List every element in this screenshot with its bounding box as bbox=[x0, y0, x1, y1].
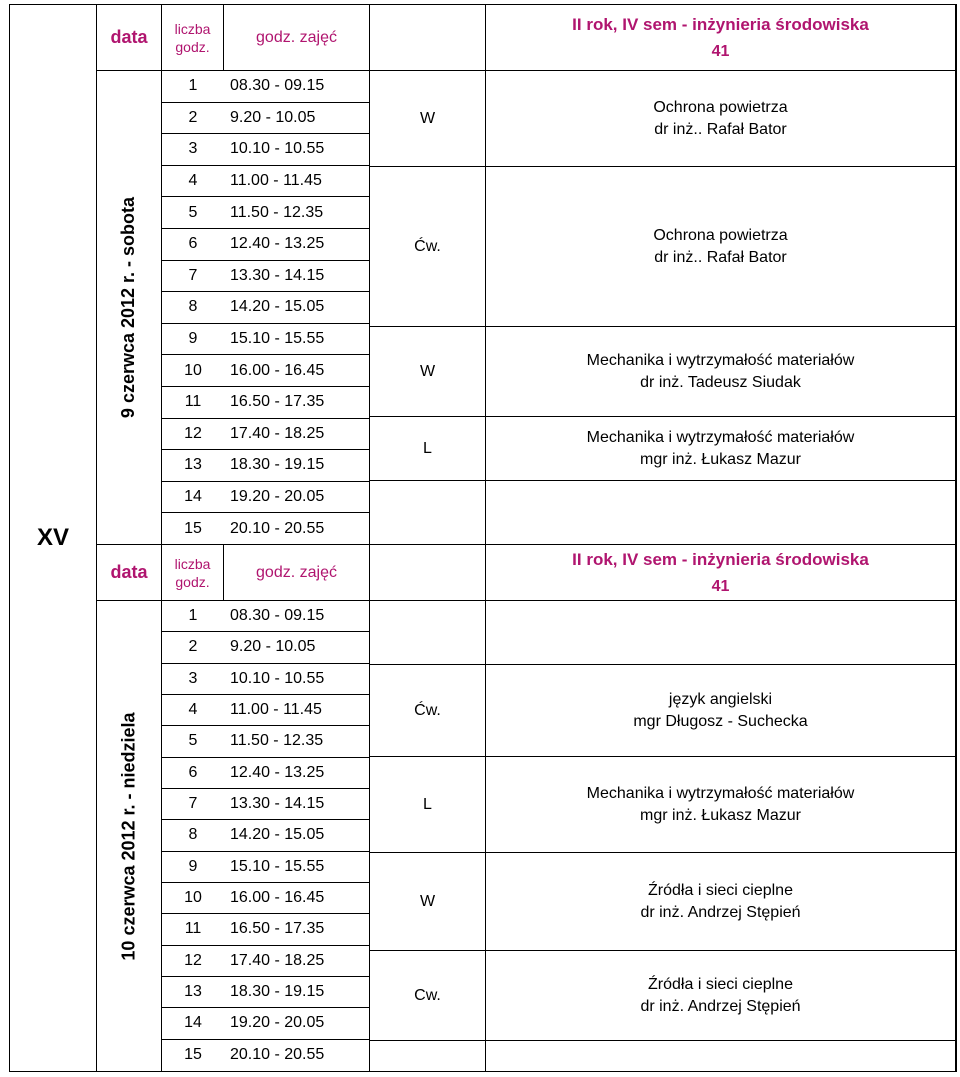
day-2-top-empty-class bbox=[486, 601, 956, 665]
day-2-date bbox=[97, 601, 162, 1071]
day-2-class-1-type: Ćw. bbox=[370, 665, 486, 757]
day-2-class-4-type: Cw. bbox=[370, 951, 486, 1041]
slot-number: 3 bbox=[162, 664, 224, 695]
slot-time: 10.10 - 10.55 bbox=[224, 664, 370, 695]
day-1-class-4-type: L bbox=[370, 417, 486, 481]
day-1-class-2 bbox=[486, 167, 956, 327]
slot-number: 8 bbox=[162, 820, 224, 851]
slot-time: 19.20 - 20.05 bbox=[224, 1008, 370, 1039]
slot-time: 08.30 - 09.15 bbox=[224, 601, 370, 632]
slot-number: 14 bbox=[162, 482, 224, 514]
slot-time: 10.10 - 10.55 bbox=[224, 134, 370, 166]
slot-time: 11.50 - 12.35 bbox=[224, 197, 370, 229]
slot-number: 10 bbox=[162, 355, 224, 387]
slot-time: 9.20 - 10.05 bbox=[224, 632, 370, 663]
header-count-label bbox=[162, 5, 224, 71]
slot-time: 14.20 - 15.05 bbox=[224, 292, 370, 324]
class-teacher: dr inż.. Rafał Bator bbox=[654, 248, 787, 266]
header-date-label-2: data bbox=[97, 545, 162, 601]
slot-number: 11 bbox=[162, 387, 224, 419]
slot-number: 5 bbox=[162, 197, 224, 229]
class-subject: Źródła i sieci cieplne bbox=[648, 881, 793, 899]
slot-number: 2 bbox=[162, 632, 224, 663]
slot-time: 11.00 - 11.45 bbox=[224, 695, 370, 726]
slot-time: 16.50 - 17.35 bbox=[224, 387, 370, 419]
slot-time: 20.10 - 20.55 bbox=[224, 1040, 370, 1071]
slot-time: 18.30 - 19.15 bbox=[224, 450, 370, 482]
slot-time: 16.50 - 17.35 bbox=[224, 914, 370, 945]
day-2-class-4 bbox=[486, 951, 956, 1041]
class-teacher: mgr Długosz - Suchecka bbox=[633, 712, 808, 730]
header-type-blank-2 bbox=[370, 545, 486, 601]
slot-time: 13.30 - 14.15 bbox=[224, 261, 370, 293]
slot-number: 14 bbox=[162, 1008, 224, 1039]
slot-time: 14.20 - 15.05 bbox=[224, 820, 370, 851]
slot-number: 9 bbox=[162, 852, 224, 883]
slot-number: 9 bbox=[162, 324, 224, 356]
day-1-class-3-type: W bbox=[370, 327, 486, 417]
slot-time: 13.30 - 14.15 bbox=[224, 789, 370, 820]
day-1-class-3 bbox=[486, 327, 956, 417]
header-count-line1: liczba bbox=[174, 555, 211, 572]
slot-time: 15.10 - 15.55 bbox=[224, 324, 370, 356]
header-hours-label-2: godz. zajęć bbox=[224, 545, 370, 601]
group-label: XV bbox=[10, 5, 97, 1071]
day-1-date bbox=[97, 71, 162, 545]
slot-number: 2 bbox=[162, 103, 224, 135]
day-2-date-text: 10 czerwca 2012 r. - niedziela bbox=[118, 711, 139, 961]
slot-number: 8 bbox=[162, 292, 224, 324]
slot-number: 7 bbox=[162, 261, 224, 293]
day-1-class-1 bbox=[486, 71, 956, 167]
class-teacher: dr inż.. Rafał Bator bbox=[654, 120, 787, 138]
slot-time: 20.10 - 20.55 bbox=[224, 513, 370, 545]
day-1-empty-class bbox=[486, 481, 956, 545]
header-count-line2: godz. bbox=[175, 38, 210, 55]
slot-time: 15.10 - 15.55 bbox=[224, 852, 370, 883]
day-1-class-1-type: W bbox=[370, 71, 486, 167]
class-teacher: mgr inż. Łukasz Mazur bbox=[640, 450, 801, 468]
day-2-top-empty-type bbox=[370, 601, 486, 665]
class-subject: Mechanika i wytrzymałość materiałów bbox=[586, 351, 855, 369]
slot-time: 16.00 - 16.45 bbox=[224, 883, 370, 914]
day-1-class-2-type: Ćw. bbox=[370, 167, 486, 327]
slot-number: 7 bbox=[162, 789, 224, 820]
header-hours-label: godz. zajęć bbox=[224, 5, 370, 71]
slot-number: 4 bbox=[162, 695, 224, 726]
slot-number: 6 bbox=[162, 758, 224, 789]
header-type-blank bbox=[370, 5, 486, 71]
class-subject: Ochrona powietrza bbox=[653, 98, 788, 116]
header-count-line1: liczba bbox=[174, 20, 211, 37]
class-subject: Ochrona powietrza bbox=[653, 226, 788, 244]
day-2-bottom-empty-type bbox=[370, 1041, 486, 1071]
day-2-class-1 bbox=[486, 665, 956, 757]
slot-number: 10 bbox=[162, 883, 224, 914]
day-1-empty-type bbox=[370, 481, 486, 545]
slot-number: 12 bbox=[162, 946, 224, 977]
slot-number: 1 bbox=[162, 71, 224, 103]
header-count-label-2 bbox=[162, 545, 224, 601]
header-group-title-2 bbox=[486, 545, 956, 601]
slot-time: 16.00 - 16.45 bbox=[224, 355, 370, 387]
slot-time: 08.30 - 09.15 bbox=[224, 71, 370, 103]
slot-number: 6 bbox=[162, 229, 224, 261]
slot-time: 17.40 - 18.25 bbox=[224, 419, 370, 451]
day-2-class-2-type: L bbox=[370, 757, 486, 853]
slot-number: 1 bbox=[162, 601, 224, 632]
header-count-line2: godz. bbox=[175, 573, 210, 590]
slot-time: 18.30 - 19.15 bbox=[224, 977, 370, 1008]
slot-number: 5 bbox=[162, 726, 224, 757]
class-subject: Mechanika i wytrzymałość materiałów bbox=[586, 784, 855, 802]
slot-number: 3 bbox=[162, 134, 224, 166]
group-title: II rok, IV sem - inżynieria środowiska bbox=[572, 549, 869, 569]
header-group-title bbox=[486, 5, 956, 71]
slot-number: 15 bbox=[184, 1046, 202, 1064]
day-2-class-3-type: W bbox=[370, 853, 486, 951]
slot-number: 13 bbox=[162, 450, 224, 482]
slot-number: 11 bbox=[162, 914, 224, 945]
slot-number: 15 bbox=[162, 513, 224, 545]
group-title: II rok, IV sem - inżynieria środowiska bbox=[572, 14, 869, 34]
slot-time: 17.40 - 18.25 bbox=[224, 946, 370, 977]
slot-number: 4 bbox=[162, 166, 224, 198]
class-subject: język angielski bbox=[668, 690, 773, 708]
slot-time: 19.20 - 20.05 bbox=[224, 482, 370, 514]
day-2-class-3 bbox=[486, 853, 956, 951]
class-subject: Mechanika i wytrzymałość materiałów bbox=[586, 428, 855, 446]
day-2-class-2 bbox=[486, 757, 956, 853]
slot-number: 13 bbox=[162, 977, 224, 1008]
header-date-label: data bbox=[97, 5, 162, 71]
schedule-table bbox=[9, 4, 957, 1072]
slot-number: 12 bbox=[162, 419, 224, 451]
class-teacher: dr inż. Andrzej Stępień bbox=[640, 903, 801, 921]
slot-time: 12.40 - 13.25 bbox=[224, 229, 370, 261]
class-subject: Źródła i sieci cieplne bbox=[648, 975, 793, 993]
slot-time: 11.50 - 12.35 bbox=[224, 726, 370, 757]
slot-time: 9.20 - 10.05 bbox=[224, 103, 370, 135]
class-teacher: dr inż. Tadeusz Siudak bbox=[640, 373, 801, 391]
group-number: 41 bbox=[711, 42, 730, 60]
slot-time: 12.40 - 13.25 bbox=[224, 758, 370, 789]
class-teacher: mgr inż. Łukasz Mazur bbox=[640, 806, 801, 824]
day-1-class-4 bbox=[486, 417, 956, 481]
group-number: 41 bbox=[711, 577, 730, 595]
slot-time: 11.00 - 11.45 bbox=[224, 166, 370, 198]
day-2-bottom-empty-class bbox=[486, 1041, 956, 1071]
day-1-date-text: 9 czerwca 2012 r. - sobota bbox=[118, 196, 139, 419]
class-teacher: dr inż. Andrzej Stępień bbox=[640, 997, 801, 1015]
